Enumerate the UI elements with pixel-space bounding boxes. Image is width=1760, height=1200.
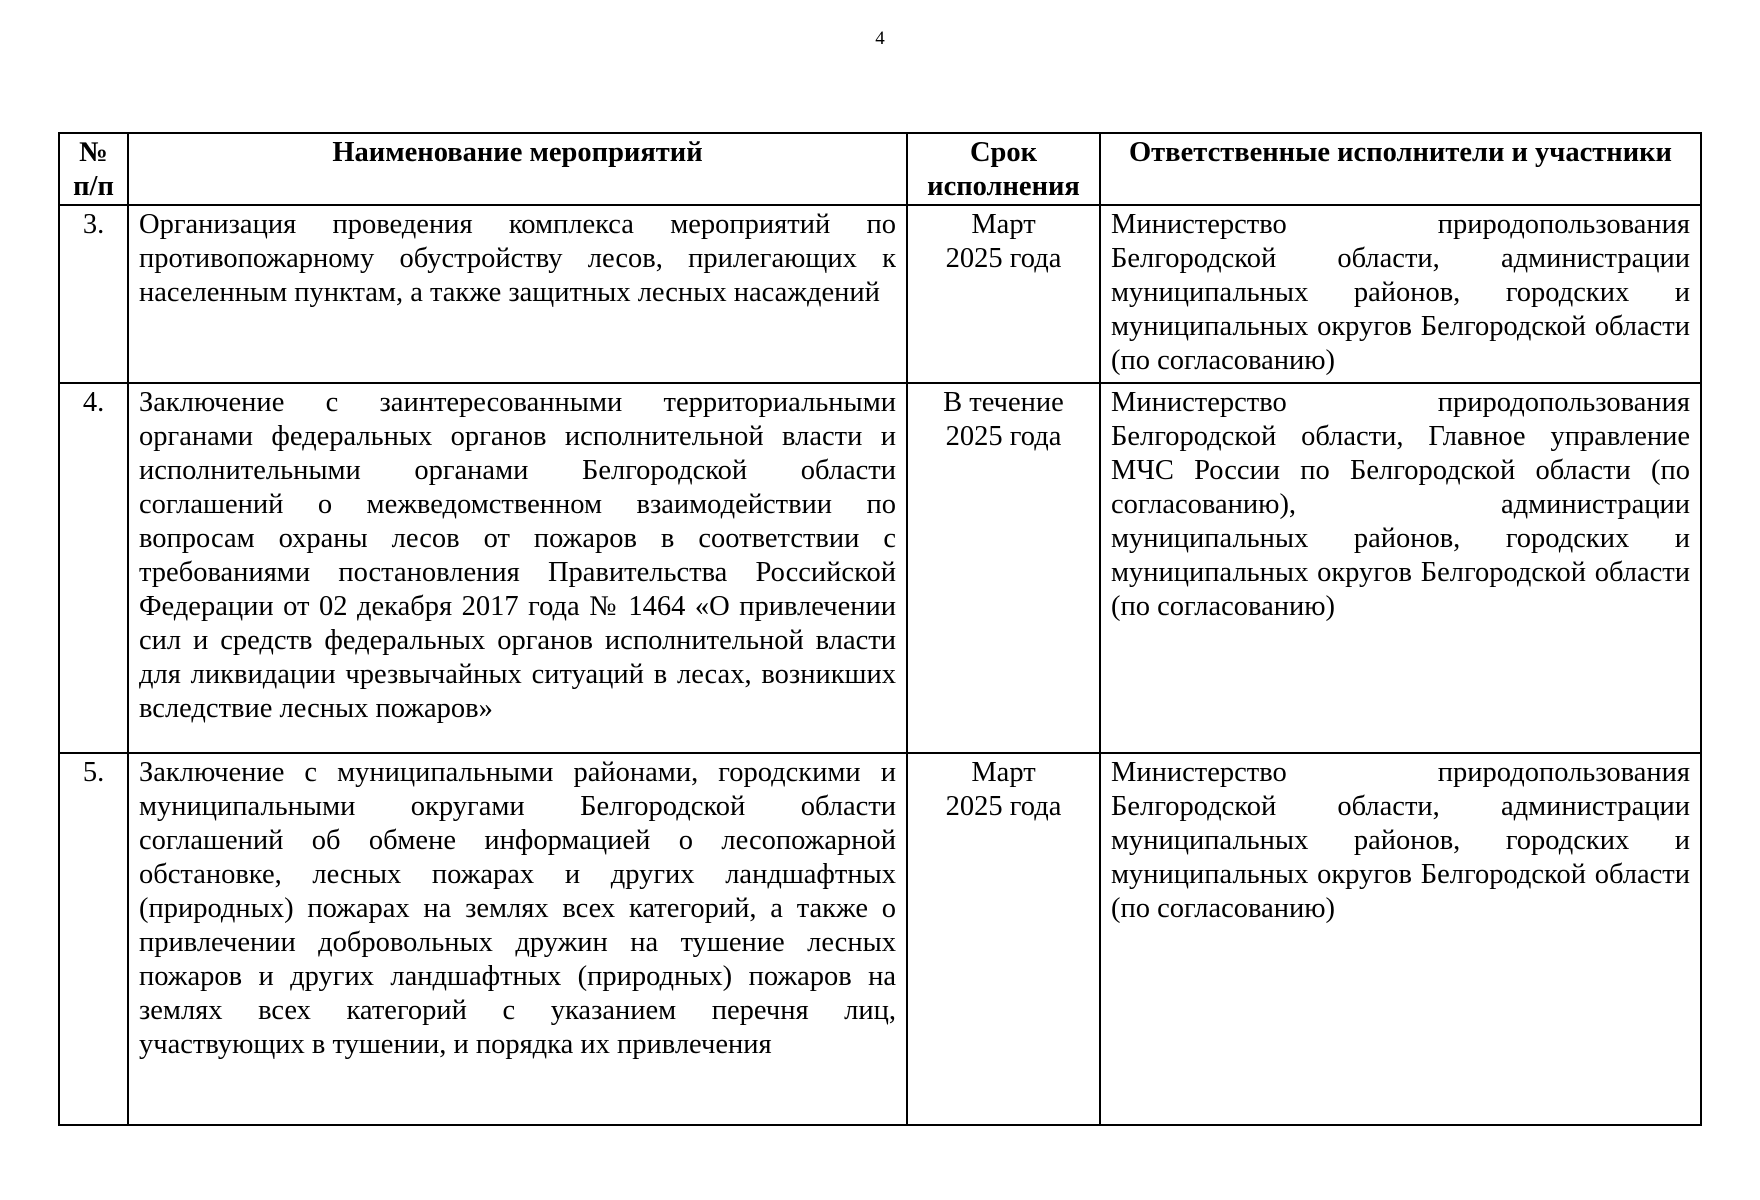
- header-number-line2: п/п: [73, 171, 114, 202]
- row-term-line2: 2025 года: [945, 243, 1062, 274]
- row-term: [907, 753, 1100, 1125]
- row-term: [907, 205, 1100, 383]
- row-term: [907, 383, 1100, 753]
- row-term-line1: Март: [971, 209, 1036, 240]
- row-term-line1: В течение: [943, 387, 1064, 418]
- row-number: 5.: [59, 753, 128, 1125]
- table-row: [59, 205, 1701, 383]
- row-term-line1: Март: [971, 757, 1036, 788]
- row-term-line2: 2025 года: [945, 421, 1062, 452]
- header-number-line1: №: [79, 137, 108, 168]
- table-header-row: [59, 133, 1701, 205]
- header-term-line1: Срок: [969, 137, 1038, 168]
- page-number: 4: [875, 28, 885, 49]
- header-responsible: Ответственные исполнители и участники: [1100, 133, 1701, 205]
- header-term-line2: исполнения: [927, 171, 1080, 202]
- measures-table: [58, 132, 1702, 1126]
- row-measure-name: Заключение с заинтересованными территориальными органами федеральных органов исполнительной власти и исполнительными органами Белгородской области соглашений о межведомственном взаимодействии по вопросам охраны лесов от пожаров в соответствии с требованиями постановления Правительства Российской Федерации от 02 декабря 2017 года № 1464 «О привлечении сил и средств федеральных органов исполнительной власти для ликвидации чрезвычайных ситуаций в лесах, возникших вследствие лесных пожаров»: [128, 383, 907, 753]
- row-term-line2: 2025 года: [945, 791, 1062, 822]
- table-row: [59, 753, 1701, 1125]
- header-number: [59, 133, 128, 205]
- row-number: 4.: [59, 383, 128, 753]
- row-measure-name: Организация проведения комплекса мероприятий по противопожарному обустройству лесов, прилегающих к населенным пунктам, а также защитных лесных насаждений: [128, 205, 907, 383]
- header-name: Наименование мероприятий: [128, 133, 907, 205]
- row-number: 3.: [59, 205, 128, 383]
- row-responsible: Министерство природопользования Белгородской области, администрации муниципальных районов, городских и муниципальных округов Белгородской области (по согласованию): [1100, 753, 1701, 1125]
- row-responsible: Министерство природопользования Белгородской области, администрации муниципальных районов, городских и муниципальных округов Белгородской области (по согласованию): [1100, 205, 1701, 383]
- row-responsible: Министерство природопользования Белгородской области, Главное управление МЧС России по Белгородской области (по согласованию), администрации муниципальных районов, городских и муниципальных округов Белгородской области (по согласованию): [1100, 383, 1701, 753]
- table-row: [59, 383, 1701, 753]
- header-term: [907, 133, 1100, 205]
- row-measure-name: Заключение с муниципальными районами, городскими и муниципальными округами Белгородской области соглашений об обмене информацией о лесопожарной обстановке, лесных пожарах и других ландшафтных (природных) пожарах на землях всех категорий, а также о привлечении добровольных дружин на тушение лесных пожаров и других ландшафтных (природных) пожаров на землях всех категорий с указанием перечня лиц, участвующих в тушении, и порядка их привлечения: [128, 753, 907, 1125]
